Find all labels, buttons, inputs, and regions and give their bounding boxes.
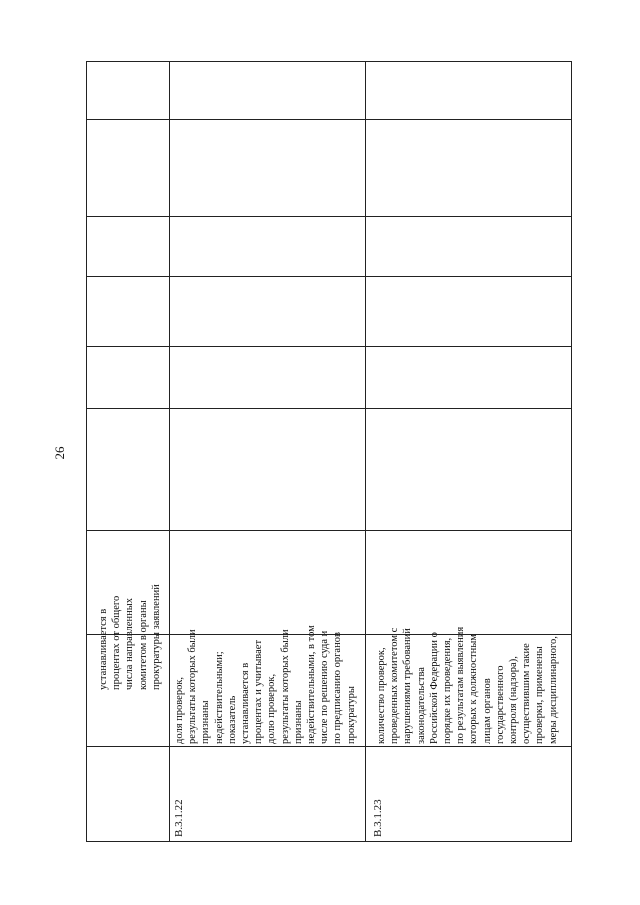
row-divider bbox=[87, 346, 571, 347]
row-divider bbox=[87, 276, 571, 277]
page-number: 26 bbox=[52, 446, 67, 460]
row-3-code: B.3.1.23 bbox=[372, 799, 384, 837]
row-1-description: устанавливается в процентах от общего числа направленных комитетом в органы прокуратуры заявлений bbox=[98, 584, 162, 690]
row-2-code: B.3.1.22 bbox=[173, 799, 185, 837]
row-divider bbox=[87, 119, 571, 120]
column-divider bbox=[169, 62, 170, 841]
row-divider bbox=[87, 216, 571, 217]
row-divider bbox=[87, 530, 571, 531]
data-table bbox=[86, 61, 572, 842]
row-3-description: количество проверок, проведенных комитетом с нарушениями требований законодательства Российской Федерации о порядке их проведения, по результатам выявления которых к должностным лицам органов государственного контроля (надзора), осуществившим такие проверки, применены меры дисциплинарного, bbox=[376, 626, 559, 744]
row-divider bbox=[87, 746, 571, 747]
row-divider bbox=[87, 408, 571, 409]
column-divider bbox=[365, 62, 366, 841]
row-2-description: доля проверок, результаты которых были признаны недействительными; показатель устанавливается в процентах и учитывает долю проверок, результаты которых были признаны недействительными, в том числе по решению суда и по предписанию органов прокуратуры bbox=[174, 625, 357, 744]
